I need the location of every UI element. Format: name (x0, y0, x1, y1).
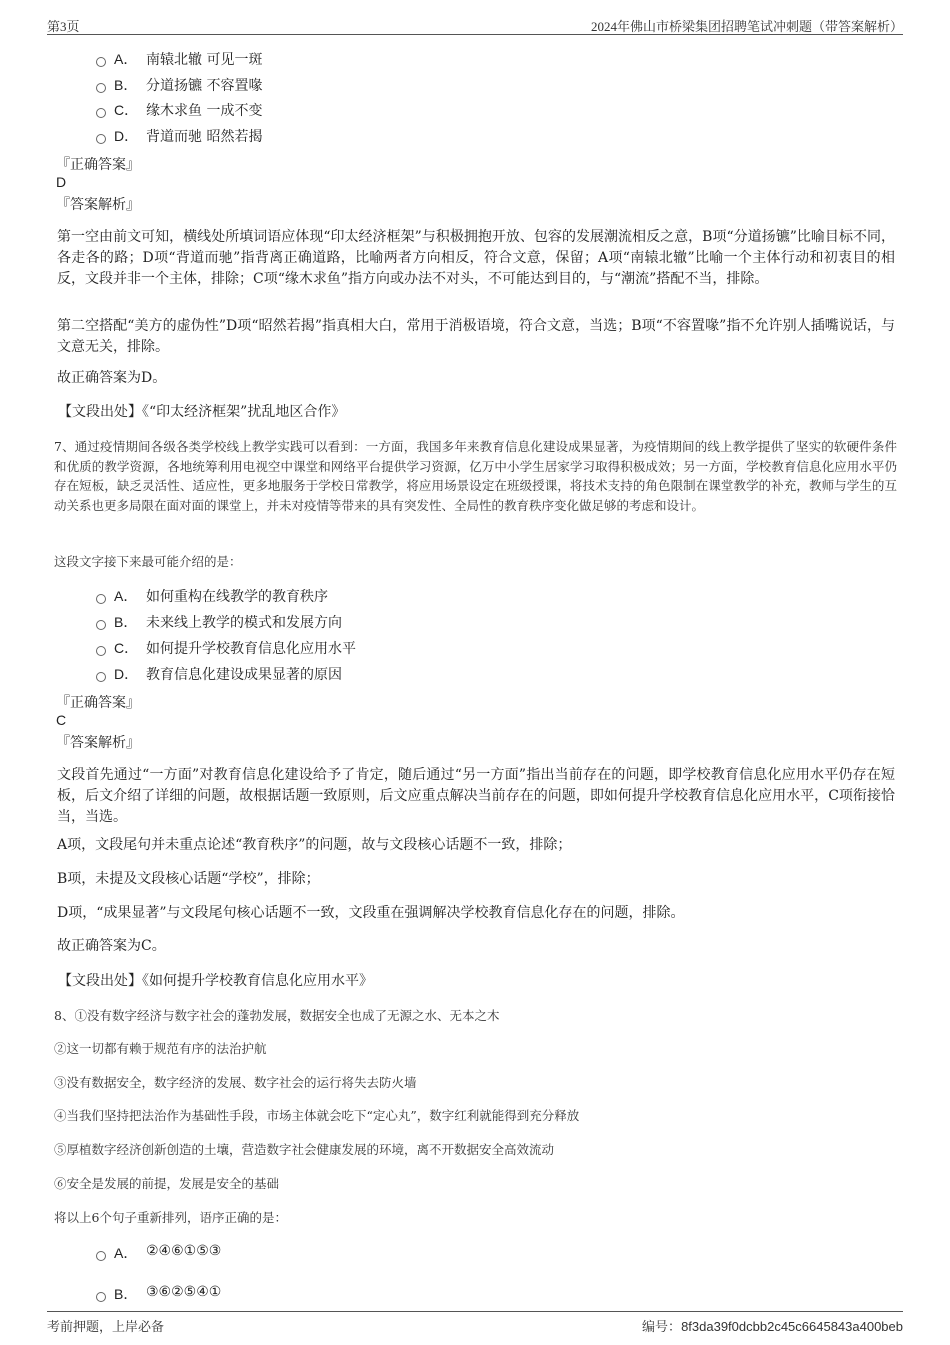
radio-icon[interactable] (96, 594, 106, 604)
q6-analysis-p1: 第一空由前文可知，横线处所填词语应体现“印太经济框架”与积极拥抱开放、包容的发展潮流相反之意，B项“分道扬镳”比喻目标不同，各走各的路；D项“背道而驰”指背离正确道路，比喻两者方向相反，符合文意，保留；A项“南辕北辙”比喻一个主体行动和初衷目的相反，文段并非一个主体，排除；C项“缘木求鱼”指方向或办法不对头，不可能达到目的，与“潮流”搭配不当，排除。 (57, 229, 895, 287)
q7-source: 【文段出处】《如何提升学校教育信息化应用水平》 (58, 973, 373, 989)
q8-sentence-2: ②这一切都有赖于规范有序的法治护航 (54, 1041, 267, 1056)
page-footer (47, 1311, 903, 1334)
q7-answer: C (56, 712, 67, 728)
radio-icon[interactable] (96, 57, 106, 67)
radio-icon[interactable] (96, 1251, 106, 1261)
radio-icon[interactable] (96, 83, 106, 93)
q7-analysis-p5: 故正确答案为C。 (57, 938, 166, 954)
q7-analysis-p3: B项，未提及文段核心话题“学校”，排除； (57, 871, 320, 887)
q6-analysis-p3: 故正确答案为D。 (57, 370, 167, 386)
q6-analysis-label: 『答案解析』 (56, 197, 140, 213)
radio-icon[interactable] (96, 672, 106, 682)
q6-answer: D (56, 174, 67, 190)
radio-icon[interactable] (96, 646, 106, 656)
footer-code-value: 8f3da39f0dcbb2c45c6645843a400beb (681, 1319, 903, 1334)
page-number: 第3页 (47, 19, 80, 34)
q8-sentence-3: ③没有数据安全，数字经济的发展、数字社会的运行将失去防火墙 (54, 1075, 417, 1090)
q7-analysis-p2: A项，文段尾句并未重点论述“教育秩序”的问题，故与文段核心话题不一致，排除； (57, 837, 572, 853)
q7-analysis-label: 『答案解析』 (56, 735, 140, 751)
document-title: 2024年佛山市桥梁集团招聘笔试冲刺题（带答案解析） (590, 19, 903, 34)
radio-icon[interactable] (96, 1292, 106, 1302)
page-header (47, 14, 903, 35)
q6-analysis-p2: 第二空搭配“美方的虚伪性”D项“昭然若揭”指真相大白，常用于消极语境，符合文意，当选；B项“不容置喙”指不允许别人插嘴说话，与文意无关，排除。 (57, 318, 895, 355)
q8-sentence-5: ⑤厚植数字经济创新创造的土壤，营造数字社会健康发展的环境，离不开数据安全高效流动 (54, 1142, 555, 1157)
radio-icon[interactable] (96, 108, 106, 118)
q7-question: 这段文字接下来最可能介绍的是： (54, 554, 242, 569)
q7-analysis-p4: D项，“成果显著”与文段尾句核心话题不一致，文段重在强调解决学校教育信息化存在的问题，排除。 (57, 905, 685, 921)
footer-slogan: 考前押题，上岸必备 (47, 1319, 165, 1334)
footer-code-label: 编号： (642, 1319, 682, 1334)
q7-answer-label: 『正确答案』 (56, 695, 140, 711)
radio-icon[interactable] (96, 620, 106, 630)
footer-code (642, 1316, 903, 1335)
q7-stem: 7、通过疫情期间各级各类学校线上教学实践可以看到：一方面，我国多年来教育信息化建设成果显著，为疫情期间的线上教学提供了坚实的软硬件条件和优质的教学资源，各地统筹利用电视空中课堂和网络平台提供学习资源，亿万中小学生居家学习取得积极成效；另一方面，学校教育信息化应用水平仍存在短板，缺乏灵活性、适应性，更多地服务于学校日常教学，将应用场景设定在班级授课，将技术支持的角色限制在课堂教学的补充，教师与学生的互动关系也更多局限在面对面的课堂上，并未对疫情等带来的具有突发性、全局性的教育秩序变化做足够的考虑和设计。 (54, 439, 897, 513)
radio-icon[interactable] (96, 134, 106, 144)
q8-sentence-6: ⑥安全是发展的前提，发展是安全的基础 (54, 1176, 280, 1191)
q8-question: 将以上6个句子重新排列，语序正确的是： (54, 1210, 287, 1225)
q6-source: 【文段出处】《“印太经济框架”扰乱地区合作》 (58, 404, 346, 420)
q6-answer-label: 『正确答案』 (56, 157, 140, 173)
q8-sentence-1: 8、①没有数字经济与数字社会的蓬勃发展，数据安全也成了无源之水、无本之木 (54, 1008, 500, 1023)
q7-analysis-p1: 文段首先通过“一方面”对教育信息化建设给予了肯定，随后通过“另一方面”指出当前存在的问题，即学校教育信息化应用水平仍存在短板，后文介绍了详细的问题，故根据话题一致原则，后文应重点解决当前存在的问题，即如何提升学校教育信息化应用水平，C项衔接恰当，当选。 (57, 767, 895, 825)
q8-sentence-4: ④当我们坚持把法治作为基础性手段，市场主体就会吃下“定心丸”，数字红利就能得到充分释放 (54, 1108, 580, 1123)
